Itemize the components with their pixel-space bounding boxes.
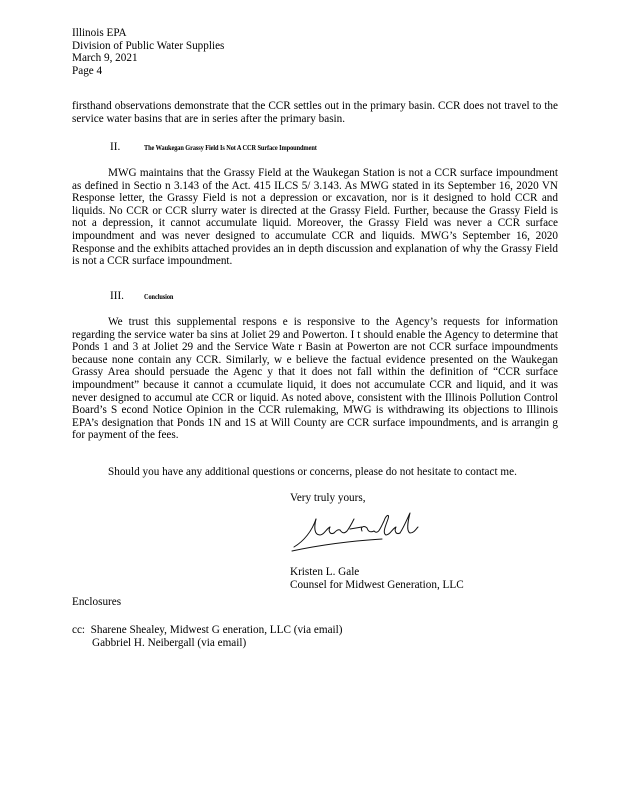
header-date: March 9, 2021: [72, 52, 138, 65]
signatory-name: Kristen L. Gale: [290, 566, 360, 578]
closing-paragraph: Should you have any additional questions or concerns, please do not hesitate to contact me.: [108, 466, 517, 478]
enclosures-label: Enclosures: [72, 596, 122, 608]
signatory-title: Counsel for Midwest Generation, LLC: [290, 579, 464, 591]
cc-recipient-1: Sharene Shealey, Midwest G eneration, LLC (via email): [90, 624, 343, 636]
section-3-paragraph: We trust this supplemental respons e is responsive to the Agency’s requests for information regarding the service water ba sins at Joliet 29 and Powerton. I t should enable the Agency to determine that Ponds 1 and 3 at Joliet 29 and the Service Wate r Basin at Powerton are not CCR surface impoundments because none contain any CCR. Similarly, w e believe the factual evidence presented on the Waukegan Grassy Area should persuade the Agenc y that it does not fall within the definition of “CCR surface impoundment” because it cannot a ccumulate liquid, it does not accumulate CCR and liquid, and it was never designed to accumul ate CCR or liquid. As noted above, consistent with the Illinois Pollution Control Board’s S econd Notice Opinion in the CCR rulemaking, MWG is withdrawing its objections to Illinois EPA’s designation that Ponds 1N and 1S at Will County are CCR surface impoundments, and is arrangin g for payment of the fees.: [72, 316, 558, 442]
letter-header: [72, 27, 224, 77]
header-agency: Illinois EPA: [72, 27, 127, 39]
section-2-heading: [110, 141, 340, 155]
handwritten-signature: [290, 505, 420, 553]
section-2-title: The Waukegan Grassy Field Is Not A CCR Surface Impoundment: [144, 144, 317, 152]
section-2-paragraph: MWG maintains that the Grassy Field at the Waukegan Station is not a CCR surface impoundment as defined in Sectio n 3.143 of the Act. 415 ILCS 5/ 3.143. As MWG stated in its September 16, 2020 VN Response letter, the Grassy Field is not a depression or excavation, nor is it designed to hold CCR and liquids. No CCR or CCR slurry water is directed at the Grassy Field. Further, because the Grassy Field is not a depression, it cannot accumulate liquid. Moreover, the Grassy Field was never a CCR surface impoundment and was never designed to accumulate CCR and liquids. MWG’s September 16, 2020 Response and the exhibits attached provides an in depth discussion and explanation of why the Grassy Field is not a CCR surface impoundment.: [72, 167, 558, 268]
cc-label: cc:: [72, 624, 86, 636]
header-page-number: Page 4: [72, 64, 103, 77]
intro-paragraph: firsthand observations demonstrate that the CCR settles out in the primary basin. CCR does not travel to the service water basins that are in series after the primary basin.: [72, 100, 558, 125]
section-2-number: II.: [110, 141, 121, 153]
section-3-title: Conclusion: [144, 293, 174, 301]
cc-line-1: [72, 624, 342, 637]
section-3-number: III.: [110, 290, 124, 302]
header-division: Division of Public Water Supplies: [72, 39, 225, 52]
signature-closing: Very truly yours,: [290, 492, 366, 504]
section-3-heading: [110, 290, 177, 304]
cc-recipient-2: Gabbriel H. Neibergall (via email): [92, 637, 247, 649]
